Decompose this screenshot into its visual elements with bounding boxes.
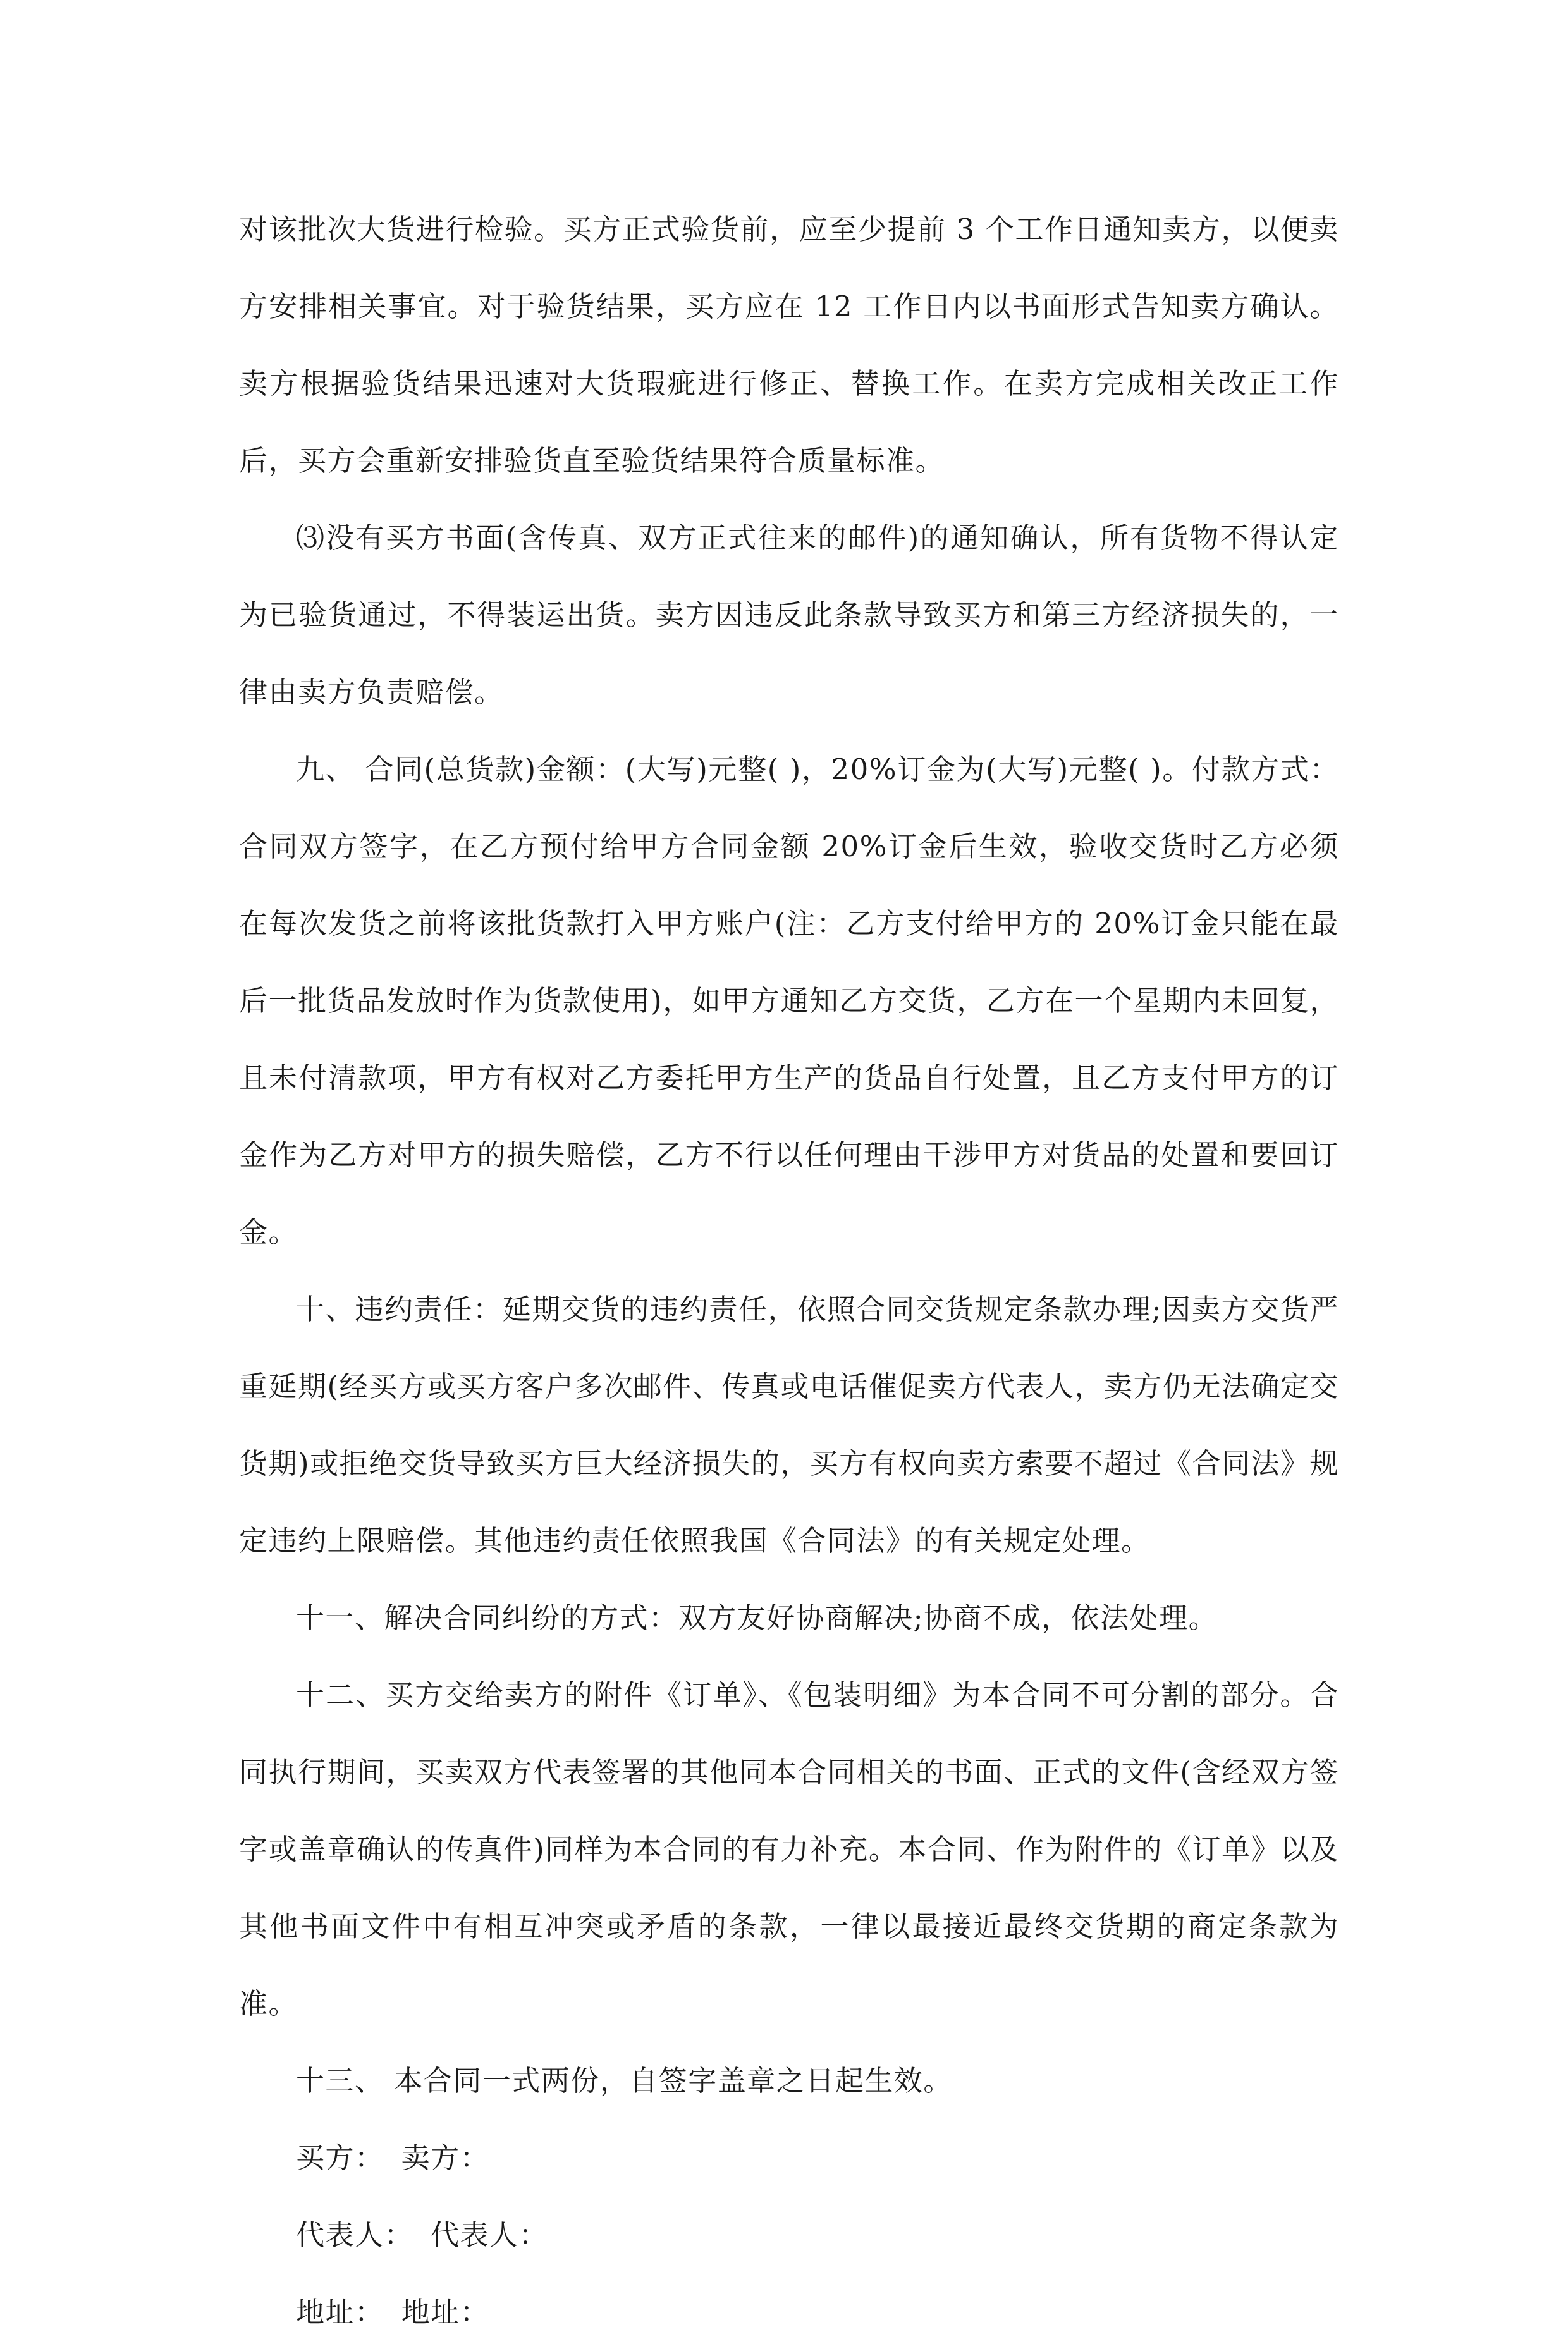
paragraph-inspection-continued: 对该批次大货进行检验。买方正式验货前，应至少提前 3 个工作日通知卖方，以便卖方安排相关事宜。对于验货结果，买方应在 12 工作日内以书面形式告知卖方确认。卖方根据验货结果迅速对大货瑕疵进行修正、替换工作。在卖方完成相关改正工作后，买方会重新安排验货直至验货结果符合质量标准。 [239,212,1339,477]
paragraph-article-12: 十二、买方交给卖方的附件《订单》、《包装明细》为本合同不可分割的部分。合同执行期间，买卖双方代表签署的其他同本合同相关的书面、正式的文件(含经双方签字或盖章确认的传真件)同样为本合同的有力补充。本合同、作为附件的《订单》以及其他书面文件中有相互冲突或矛盾的条款，一律以最接近最终交货期的商定条款为准。 [239,1678,1339,2020]
signature-representative-line [239,2197,1339,2274]
seller-address-label: 地址： [401,2295,490,2329]
buyer-representative-label: 代表人： [296,2218,414,2252]
paragraph-article-11: 十一、解决合同纠纷的方式：双方友好协商解决;协商不成，依法处理。 [296,1601,1218,1635]
buyer-address-label: 地址： [296,2295,384,2329]
seller-representative-label: 代表人： [431,2218,549,2252]
paragraph-article-10: 十、违约责任：延期交货的违约责任，依照合同交货规定条款办理;因卖方交货严重延期(经买方或买方客户多次邮件、传真或电话催促卖方代表人，卖方仍无法确定交货期)或拒绝交货导致买方巨大经济损失的，买方有权向卖方索要不超过《合同法》规定违约上限赔偿。其他违约责任依照我国《合同法》的有关规定处理。 [239,1292,1339,1557]
paragraph-article-9: 九、 合同(总货款)金额：(大写)元整( )，20%订金为(大写)元整( )。付款方式：合同双方签字，在乙方预付给甲方合同金额 20%订金后生效，验收交货时乙方必须在每次发货之前将该批货款打入甲方账户(注：乙方支付给甲方的 20%订金只能在最后一批货品发放时作为货款使用)，如甲方通知乙方交货，乙方在一个星期内未回复，且未付清款项，甲方有权对乙方委托甲方生产的货品自行处置，且乙方支付甲方的订金作为乙方对甲方的损失赔偿，乙方不行以任何理由干涉甲方对货品的处置和要回订金。 [239,752,1339,1249]
buyer-label: 买方： [296,2141,384,2175]
seller-label: 卖方： [401,2141,490,2175]
signature-parties-line [239,2120,1339,2197]
signature-address-line [239,2274,1339,2351]
paragraph-article-13: 十三、 本合同一式两份，自签字盖章之日起生效。 [296,2064,953,2097]
paragraph-clause-3: ⑶没有买方书面(含传真、双方正式往来的邮件)的通知确认，所有货物不得认定为已验货通过，不得装运出货。卖方因违反此条款导致买方和第三方经济损失的，一律由卖方负责赔偿。 [239,521,1339,709]
document-body [239,191,1339,2351]
